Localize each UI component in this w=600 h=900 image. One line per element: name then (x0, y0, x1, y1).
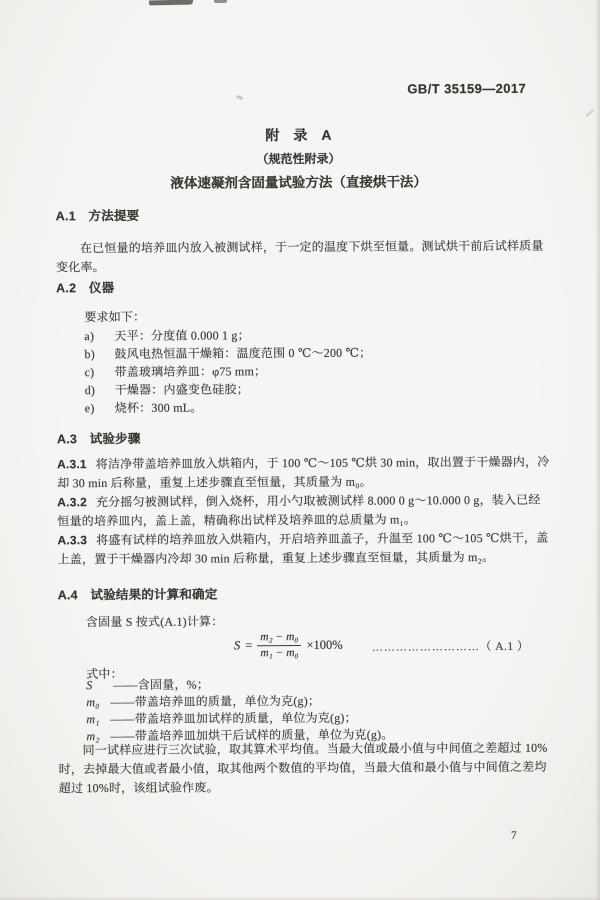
step-text: 将洁净带盖培养皿放入烘箱内，于 100 ℃～105 ℃烘 30 min，取出置于干燥器内，冷却 30 min 后称量，重复上述步骤直至恒量，其质量为 m₀。 (57, 454, 550, 491)
step-a3-1 (57, 453, 551, 494)
list-item-label: a) (84, 329, 95, 344)
list-item-text: 干燥器：内盛变色硅胶； (114, 382, 249, 397)
appendix-heading: 附 录 A (265, 126, 332, 144)
step-number: A.3.1 (57, 457, 87, 472)
section-a1-heading: A.1 方法提要 (55, 208, 140, 224)
page-number: 7 (510, 829, 517, 842)
section-a2-intro: 要求如下： (84, 309, 146, 325)
appendix-normative-label: （规范性附录） (256, 151, 341, 167)
result-determination-note: 同一试样应进行三次试验，取其算术平均值。当最大值或最小值与中间值之差超过 10%时，去掉最大值或者最小值，取其他两个数值的平均值，当最大值和最小值与中间值之差均超过 10%时，该组试验作废。 (58, 740, 548, 796)
list-item-text: 带盖玻璃培养皿：φ75 mm； (114, 364, 267, 379)
formula-lhs: S (233, 638, 241, 653)
definition-text: ——带盖培养皿加试样的质量，单位为克(g)； (110, 710, 357, 726)
section-a4-heading: A.4 试验结果的计算和确定 (57, 587, 218, 603)
appendix-method-title: 液体速凝剂含固量试验方法（直接烘干法） (170, 174, 427, 191)
equipment-list (84, 325, 544, 417)
list-item-text: 天平：分度值 0.000 1 g； (114, 328, 250, 343)
equation-label: （ A.1 ） (479, 640, 530, 654)
step-text: 将盛有试样的培养皿放入烘箱内，开启培养皿盖子，升温至 100 ℃～105 ℃烘干，盖上盖，置于干燥器内冷却 30 min 后称量，重复上述步骤直至恒量，其质量为 m₂。 (57, 530, 549, 567)
step-text: 充分摇匀被测试样，倒入烧杯，用小勺取被测试样 8.000 0 g～10.000 0 g，装入已经恒量的培养皿内，盖上盖，精确称出试样及培养皿的总质量为 m₁。 (57, 492, 541, 529)
list-item-text: 鼓风电热恒温干燥箱：温度范围 0 ℃～200 ℃； (114, 345, 372, 361)
formula-fraction (257, 631, 301, 660)
fraction-denominator: m₁ − m₀ (260, 647, 299, 660)
definition-term: m₁ (86, 712, 100, 727)
formula-intro: 含固量 S 按式(A.1)计算： (85, 614, 224, 630)
section-a2-heading: A.2 仪器 (56, 280, 115, 296)
formula-a1 (234, 631, 343, 661)
appendix-title-block (0, 123, 599, 192)
definition-term: m₂ (86, 729, 100, 744)
standard-number: GB/T 35159—2017 (407, 80, 527, 97)
step-a3-2 (57, 491, 551, 532)
formula-multiplier: ×100% (306, 637, 343, 652)
step-a3-3 (57, 529, 551, 570)
definition-text: ——带盖培养皿加烘干后试样的质量，单位为克(g)。 (110, 727, 394, 743)
leader-dots: ……………………… (371, 641, 480, 654)
definition-term: S (86, 678, 93, 693)
list-item (85, 397, 545, 417)
list-item (84, 343, 544, 363)
definition-text: ——含固量，%； (110, 677, 210, 692)
fraction-numerator: m₂ − m₀ (257, 631, 301, 646)
formula-a1-row (58, 630, 552, 667)
definition-term: m₀ (86, 695, 100, 710)
step-number: A.3.2 (57, 495, 87, 510)
definition-text: ——带盖培养皿的质量，单位为克(g)； (110, 693, 321, 709)
formula-leader-dots (372, 638, 529, 655)
list-item-label: d) (84, 383, 96, 398)
list-item (84, 325, 544, 345)
equals-sign: = (245, 638, 253, 653)
list-item (85, 361, 545, 381)
list-item (85, 379, 545, 399)
list-item-label: e) (84, 401, 95, 416)
where-label: 式中： (86, 666, 123, 682)
step-number: A.3.3 (57, 533, 88, 548)
list-item-label: b) (84, 347, 95, 362)
section-a1-paragraph: 在已恒量的培养皿内放入被测试样，于一定的温度下烘至恒量。测试烘干前后试样质量变化率。 (56, 238, 544, 275)
list-item-text: 烧杯：300 mL。 (114, 400, 203, 415)
symbol-definitions (86, 675, 546, 745)
section-a3-heading: A.3 试验步骤 (56, 431, 141, 447)
list-item-label: c) (84, 365, 95, 380)
